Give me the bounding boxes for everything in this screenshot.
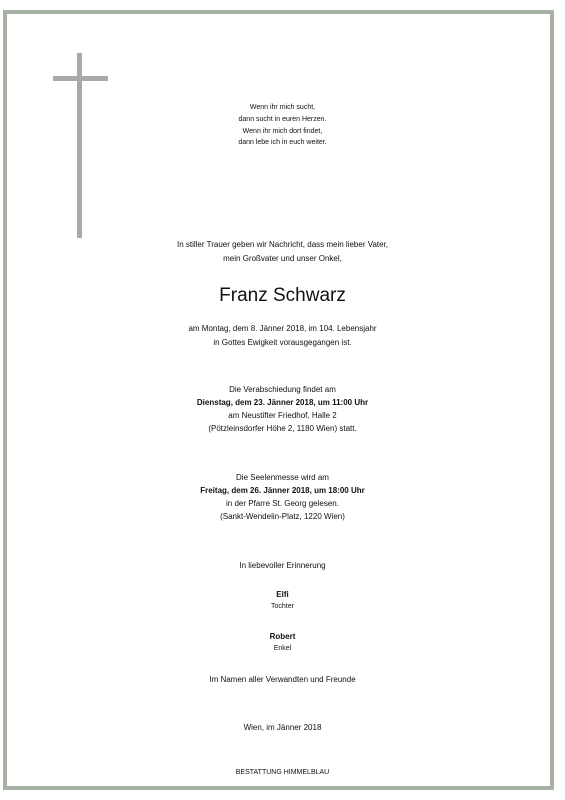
farewell-intro: Die Verabschiedung findet am — [229, 385, 336, 394]
farewell-date-time: Dienstag, dem 23. Jänner 2018, um 11:00 Uhr — [196, 398, 369, 407]
mass-address: (Sankt-Wendelin-Platz, 1220 Wien) — [220, 512, 345, 521]
death-notice-line: am Montag, dem 8. Jänner 2018, im 104. Lebensjahr — [188, 324, 377, 333]
farewell-place: am Neustifter Friedhof, Halle 2 — [228, 411, 337, 420]
undertaker-name: BESTATTUNG HIMMELBLAU — [235, 769, 330, 776]
poem-line: dann lebe ich in euch weiter. — [238, 139, 327, 146]
announcement-line: In stiller Trauer geben wir Nachricht, dass mein lieber Vater, — [176, 240, 389, 249]
deceased-name: Franz Schwarz — [219, 285, 346, 306]
mourner-name: Elfi — [276, 590, 289, 599]
mass-intro: Die Seelenmesse wird am — [236, 473, 329, 482]
cross-horizontal-bar — [53, 76, 108, 81]
relatives-line: Im Namen aller Verwandten und Freunde — [209, 675, 356, 684]
remembrance-line: In liebevoller Erinnerung — [239, 561, 326, 570]
poem-line: Wenn ihr mich sucht, — [249, 104, 316, 111]
announcement-line: mein Großvater und unser Onkel, — [223, 254, 342, 263]
mourner-name: Robert — [269, 632, 296, 641]
death-notice-line: in Gottes Ewigkeit vorausgegangen ist. — [213, 338, 352, 347]
mass-date-time: Freitag, dem 26. Jänner 2018, um 18:00 Uhr — [200, 486, 365, 495]
farewell-address: (Pötzleinsdorfer Höhe 2, 1180 Wien) statt. — [208, 424, 357, 433]
poem-line: dann sucht in euren Herzen. — [238, 116, 327, 123]
mass-place: in der Pfarre St. Georg gelesen. — [226, 499, 339, 508]
mourner-relation: Tochter — [271, 603, 294, 610]
place-date: Wien, im Jänner 2018 — [243, 723, 322, 732]
mourner-relation: Enkel — [273, 645, 292, 652]
poem-line: Wenn ihr mich dort findet, — [242, 128, 323, 135]
